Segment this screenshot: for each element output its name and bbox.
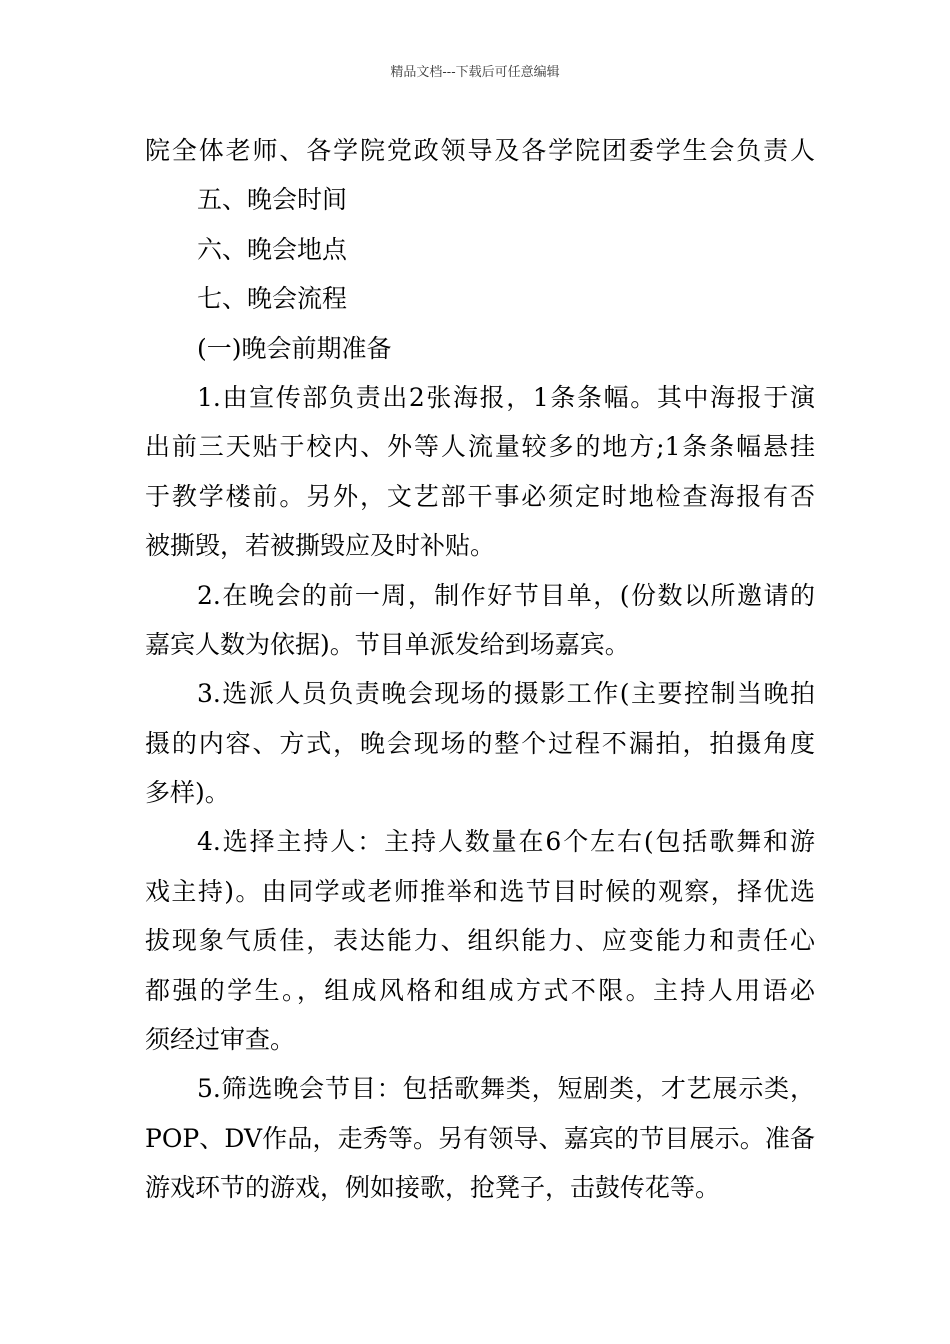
- text-line: 多样)。: [145, 778, 230, 808]
- text-line: 都强的学生。，组成风格和组成方式不限。主持人用语必: [145, 975, 815, 1005]
- text-line: 于教学楼前。另外，文艺部干事必须定时地检查海报有否: [145, 481, 815, 511]
- document-body: [145, 126, 815, 1213]
- text-line: 游戏环节的游戏，例如接歌，抢凳子，击鼓传花等。: [145, 1173, 721, 1203]
- text-line: 5.筛选晚会节目：包括歌舞类，短剧类，才艺展示类，: [197, 1074, 815, 1104]
- section-heading: 七、晚会流程: [197, 284, 348, 314]
- text-line: POP、DV作品，走秀等。另有领导、嘉宾的节目展示。准备: [145, 1123, 815, 1153]
- text-line: 2.在晚会的前一周，制作好节目单，(份数以所邀请的: [197, 580, 815, 610]
- text-line: 拔现象气质佳，表达能力、组织能力、应变能力和责任心: [145, 926, 815, 956]
- text-line: 须经过审查。: [145, 1025, 296, 1055]
- subsection-heading: (一)晚会前期准备: [197, 333, 392, 363]
- text-line: 1.由宣传部负责出2张海报，1条条幅。其中海报于演: [197, 382, 815, 412]
- text-line: 出前三天贴于校内、外等人流量较多的地方;1条条幅悬挂: [145, 432, 815, 462]
- section-heading: 五、晚会时间: [197, 185, 348, 215]
- page-header: 精品文档---下载后可任意编辑: [390, 65, 560, 80]
- text-line: 3.选派人员负责晚会现场的摄影工作(主要控制当晚拍: [197, 679, 815, 709]
- text-line: 院全体老师、各学院党政领导及各学院团委学生会负责人: [145, 136, 815, 165]
- text-line: 嘉宾人数为依据)。节目单派发给到场嘉宾。: [145, 629, 630, 659]
- section-heading: 六、晚会地点: [197, 234, 348, 264]
- text-line: 摄的内容、方式，晚会现场的整个过程不漏拍，拍摄角度: [145, 728, 815, 758]
- text-line: 4.选择主持人：主持人数量在6个左右(包括歌舞和游: [197, 827, 815, 857]
- text-line: 被撕毁，若被撕毁应及时补贴。: [145, 531, 496, 561]
- text-line: 戏主持)。由同学或老师推举和选节目时候的观察，择优选: [145, 876, 815, 906]
